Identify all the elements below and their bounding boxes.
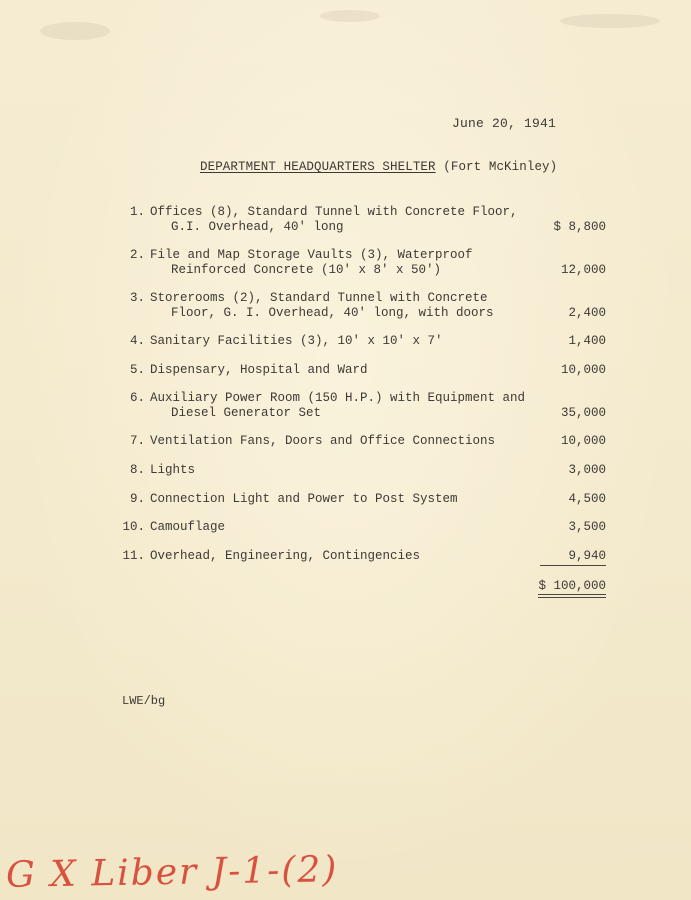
item-number: 3. bbox=[129, 291, 145, 305]
item-description-line: Auxiliary Power Room (150 H.P.) with Equipment and bbox=[150, 391, 526, 405]
item-amount: 10,000 bbox=[560, 434, 606, 448]
total-amount: $ 100,000 bbox=[538, 579, 606, 593]
document-title bbox=[200, 160, 557, 174]
paper-smudge bbox=[40, 22, 110, 40]
item-number: 4. bbox=[129, 334, 145, 348]
item-amount: 3,000 bbox=[568, 463, 606, 477]
item-description-line: Storerooms (2), Standard Tunnel with Concrete bbox=[150, 291, 488, 305]
item-number: 8. bbox=[129, 463, 145, 477]
item-description-line: Sanitary Facilities (3), 10' x 10' x 7' bbox=[150, 334, 443, 348]
item-amount: $ 8,800 bbox=[553, 219, 606, 234]
item-description-line: Connection Light and Power to Post System bbox=[150, 492, 458, 506]
item-amount: 9,940 bbox=[568, 549, 606, 563]
item-amount: 12,000 bbox=[560, 262, 606, 277]
subtotal-rule bbox=[540, 565, 606, 566]
paper-smudge bbox=[560, 14, 660, 28]
total-double-rule-1 bbox=[538, 594, 606, 595]
item-description-line: Diesel Generator Set bbox=[171, 405, 322, 420]
item-number: 5. bbox=[129, 363, 145, 377]
handwritten-file-note: G X Liber J-1-(2) bbox=[5, 849, 339, 896]
document-date: June 20, 1941 bbox=[452, 116, 557, 131]
item-amount: 35,000 bbox=[560, 405, 606, 420]
title-rest: (Fort McKinley) bbox=[435, 160, 558, 174]
item-description-line: G.I. Overhead, 40' long bbox=[171, 219, 344, 234]
item-number: 7. bbox=[129, 434, 145, 448]
item-number: 10. bbox=[122, 520, 145, 534]
item-amount: 1,400 bbox=[568, 334, 606, 348]
title-underlined: DEPARTMENT HEADQUARTERS SHELTER bbox=[200, 160, 436, 174]
item-amount: 10,000 bbox=[560, 363, 606, 377]
item-amount: 2,400 bbox=[568, 305, 606, 320]
item-description-line: Reinforced Concrete (10' x 8' x 50') bbox=[171, 262, 442, 277]
item-number: 1. bbox=[129, 205, 145, 219]
item-description-line: Ventilation Fans, Doors and Office Connections bbox=[150, 434, 496, 448]
typist-initials: LWE/bg bbox=[122, 694, 166, 708]
item-number: 2. bbox=[129, 248, 145, 262]
item-description-line: Floor, G. I. Overhead, 40' long, with doors bbox=[171, 305, 494, 320]
total-double-rule-2 bbox=[538, 597, 606, 598]
item-number: 6. bbox=[129, 391, 145, 405]
item-description-line: Camouflage bbox=[150, 520, 226, 534]
item-number: 9. bbox=[129, 492, 145, 506]
item-description-line: Overhead, Engineering, Contingencies bbox=[150, 549, 421, 563]
item-description-line: Offices (8), Standard Tunnel with Concrete Floor, bbox=[150, 205, 518, 219]
item-description-line: Lights bbox=[150, 463, 196, 477]
item-amount: 3,500 bbox=[568, 520, 606, 534]
item-number: 11. bbox=[122, 549, 145, 563]
item-amount: 4,500 bbox=[568, 492, 606, 506]
paper-smudge bbox=[320, 10, 380, 22]
item-description-line: File and Map Storage Vaults (3), Waterproof bbox=[150, 248, 473, 262]
item-description-line: Dispensary, Hospital and Ward bbox=[150, 363, 368, 377]
